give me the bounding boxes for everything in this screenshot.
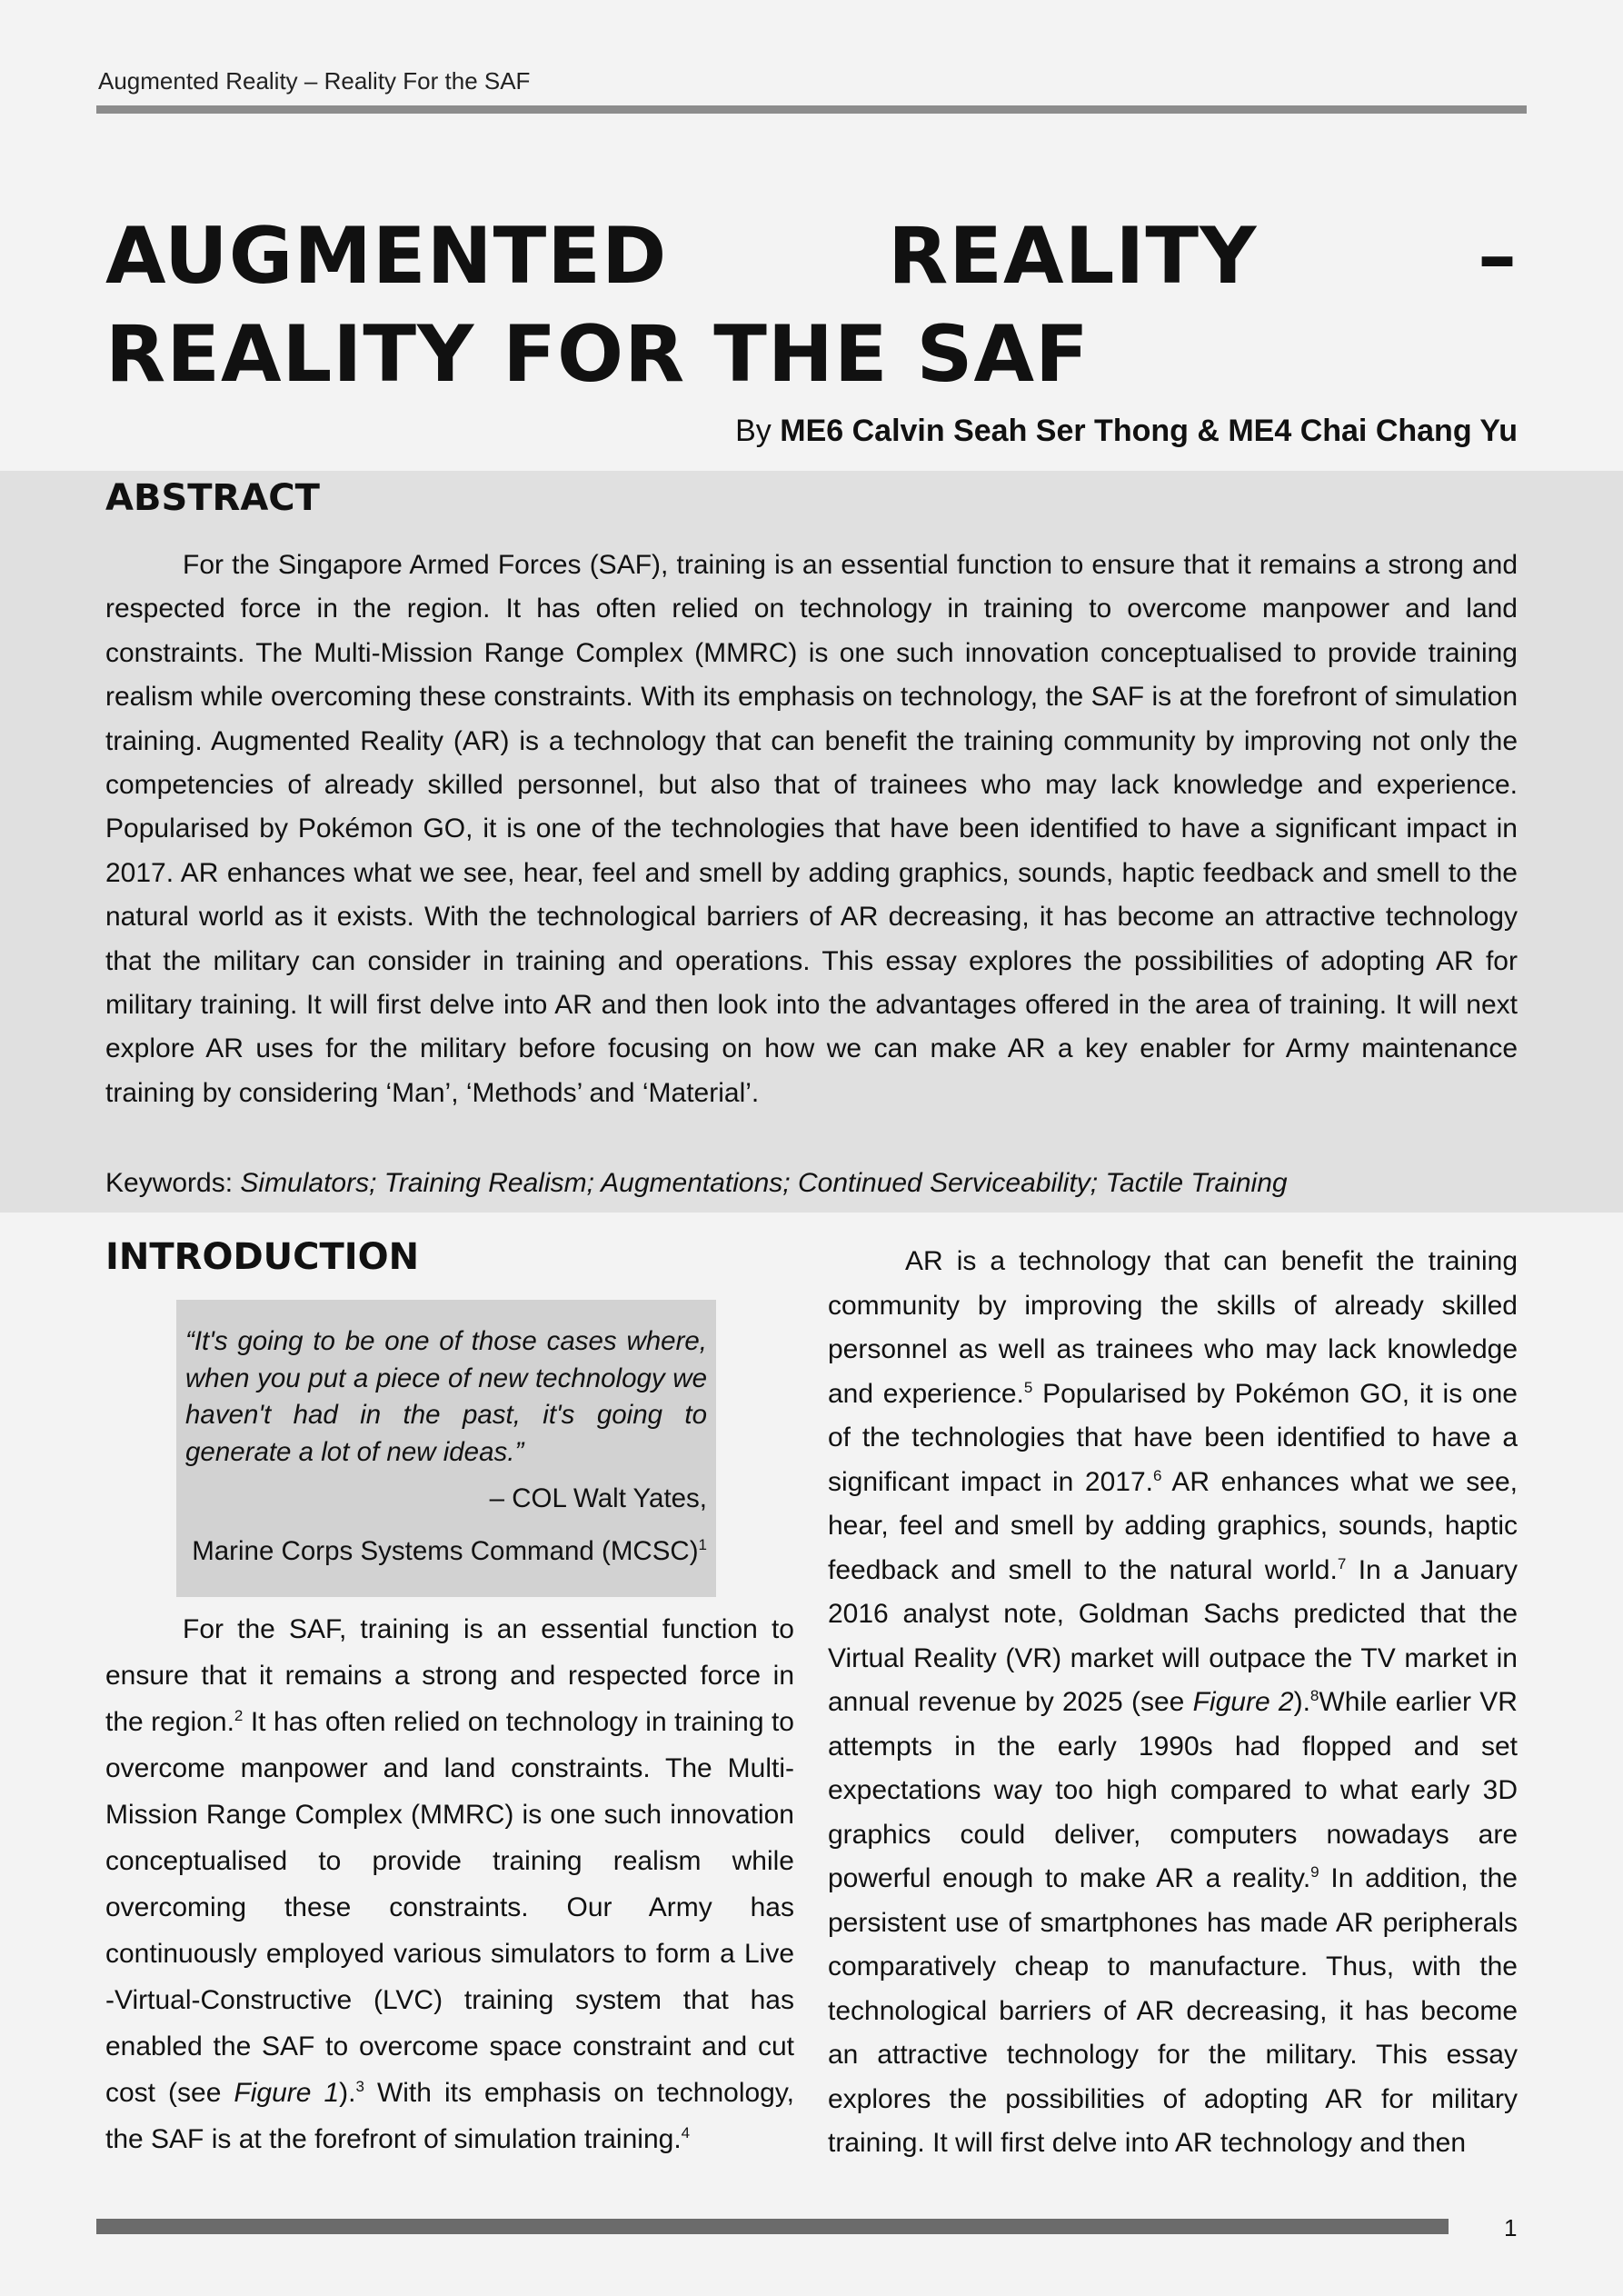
footnote-ref: 5: [1023, 1378, 1033, 1396]
body-text: In addition, the persistent use of smartphones has made AR peripherals comparatively cheap to manufacture. Thus, with the technological barriers of AR decreasing, it has become an attractive technology for the military. This essay explores the possibilities of adopting AR for military training. It will first delve into AR technology and then: [828, 1863, 1518, 2158]
keywords-list: Simulators; Training Realism; Augmentations; Continued Serviceability; Tactile Training: [240, 1168, 1288, 1198]
footnote-ref: 8: [1309, 1687, 1319, 1704]
footnote-ref: 3: [355, 2078, 364, 2095]
byline-prefix: By: [735, 414, 781, 448]
footnote-ref: 2: [234, 1707, 244, 1724]
quote-text: “It's going to be one of those cases where, when you put a piece of new technology we haven't had in the past, it's going to generate a lot of new ideas.”: [185, 1326, 707, 1467]
introduction-heading: INTRODUCTION: [105, 1236, 420, 1278]
body-text: ).: [339, 2078, 356, 2108]
body-text: With its emphasis on technology, the SAF is at the forefront of simulation training.: [105, 2078, 794, 2154]
body-text: While earlier VR attempts in the early 1990s had flopped and set expectations way too high compared to what early 3D graphics could deliver, computers nowadays are powerful enough to make AR a reality.: [828, 1687, 1518, 1893]
body-text: For the SAF, training is an essential function to ensure that it remains a strong and respected force in the region.: [105, 1614, 794, 1737]
header-rule: [96, 105, 1527, 114]
figure-ref: Figure 1: [234, 2078, 340, 2108]
footer-rule: [96, 2219, 1449, 2234]
intro-left-column: [105, 1606, 794, 2162]
byline-authors: ME6 Calvin Seah Ser Thong & ME4 Chai Chang Yu: [780, 414, 1518, 448]
figure-ref: Figure 2: [1192, 1687, 1294, 1717]
body-text: Popularised by Pokémon GO, it is one of the technologies that have been identified to have a significant impact in 2017.: [828, 1378, 1518, 1497]
footnote-ref: 7: [1337, 1554, 1347, 1572]
intro-right-column: [828, 1240, 1518, 2166]
footnote-ref: 9: [1310, 1863, 1319, 1881]
keywords: [105, 1168, 1288, 1199]
abstract-heading: ABSTRACT: [105, 477, 320, 519]
running-header: Augmented Reality – Reality For the SAF: [98, 67, 531, 95]
quote-attribution-org: [185, 1525, 707, 1578]
footnote-ref: 1: [698, 1536, 707, 1554]
quote-attribution-org-text: Marine Corps Systems Command (MCSC): [192, 1536, 699, 1566]
body-text: AR is a technology that can benefit the training community by improving the skills of already skilled personnel as well as trainees who may lack knowledge and experience.: [828, 1246, 1518, 1409]
footnote-ref: 6: [1152, 1466, 1162, 1484]
quote-attribution-name: – COL Walt Yates,: [489, 1483, 707, 1513]
body-text: It has often relied on technology in training to overcome manpower and land constraints. The Multi-Mission Range Complex (MMRC) is one such innovation conceptualised to provide training realism while overcoming these constraints. Our Army has continuously employed various simulators to form a Live -Virtual-Constructive (LVC) training system that has enabled the SAF to overcome space constraint and cut cost (see: [105, 1707, 794, 2108]
byline: [735, 414, 1518, 449]
abstract-text: For the Singapore Armed Forces (SAF), training is an essential function to ensure that it remains a strong and respected force in the region. It has often relied on technology in training to overcome manpower and land constraints. The Multi-Mission Range Complex (MMRC) is one such innovation conceptualised to provide training realism while overcoming these constraints. With its emphasis on technology, the SAF is at the forefront of simulation training. Augmented Reality (AR) is a technology that can benefit the training community by improving not only the competencies of already skilled personnel, but also that of trainees who may lack knowledge and experience. Popularised by Pokémon GO, it is one of the technologies that have been identified to have a significant impact in 2017. AR enhances what we see, hear, feel and smell by adding graphics, sounds, haptic feedback and smell to the natural world as it exists. With the technological barriers of AR decreasing, it has become an attractive technology that the military can consider in training and operations. This essay explores the possibilities of adopting AR for military training. It will first delve into AR and then look into the advantages offered in the area of training. It will next explore AR uses for the military before focusing on how we can make AR a key enabler for Army maintenance training by considering ‘Man’, ‘Methods’ and ‘Material’.: [105, 550, 1518, 1108]
body-text: AR enhances what we see, hear, feel and smell by adding graphics, sounds, haptic feedback and smell to the natural world.: [828, 1466, 1518, 1585]
pull-quote: [176, 1300, 716, 1597]
body-text: ).: [1293, 1687, 1310, 1717]
body-text: In a January 2016 analyst note, Goldman Sachs predicted that the Virtual Reality (VR) market will outpace the TV market in annual revenue by 2025 (see: [828, 1554, 1518, 1717]
page-number: 1: [1504, 2214, 1518, 2241]
keywords-label: Keywords:: [105, 1168, 241, 1198]
page-title: AUGMENTED REALITY – REALITY FOR THE SAF: [105, 211, 1518, 400]
footnote-ref: 4: [681, 2124, 691, 2141]
